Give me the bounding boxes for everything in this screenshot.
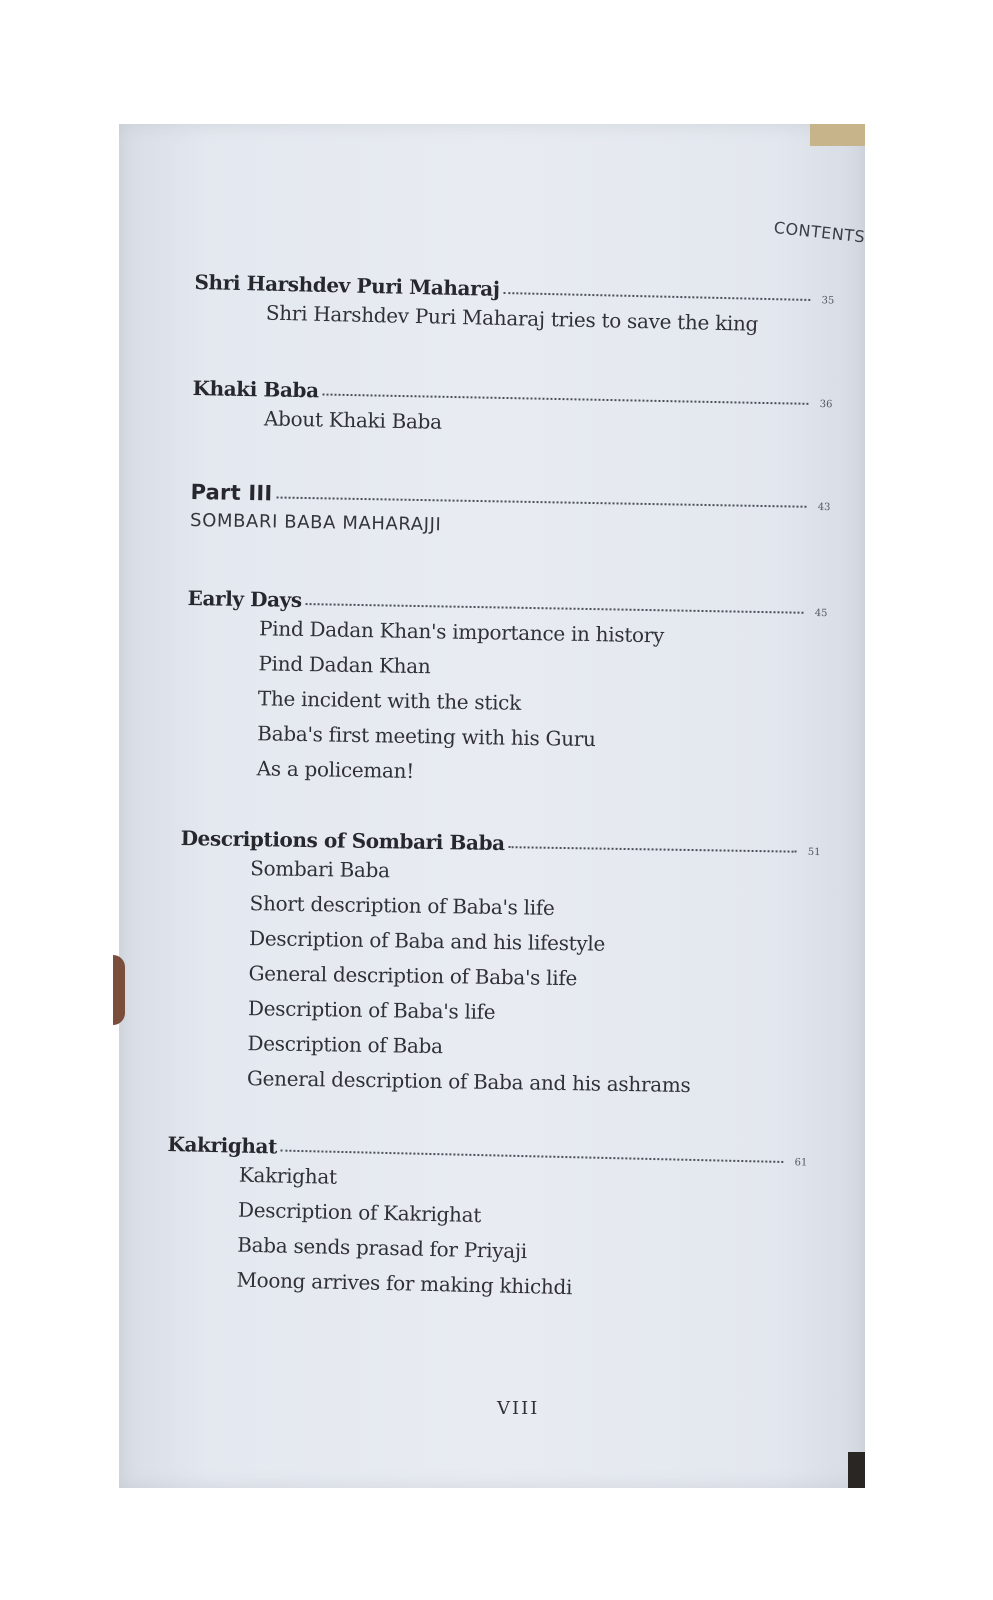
entry-title: Shri Harshdev Puri Maharaj <box>194 269 500 301</box>
page-number: 45 <box>814 607 828 620</box>
subentry: Pind Dadan Khan's importance in history <box>258 616 665 648</box>
subentry: Description of Baba <box>247 1031 443 1059</box>
subentry: As a policeman! <box>256 756 415 783</box>
toc-entry <box>184 578 828 796</box>
page-number: 36 <box>819 399 833 411</box>
page-folio: VIII <box>497 1398 540 1419</box>
subentry: Baba sends prasad for Priyaji <box>237 1232 528 1264</box>
dot-leader <box>509 846 797 853</box>
toc-entry <box>190 472 831 542</box>
subentry: The incident with the stick <box>257 686 522 715</box>
subentry: Shri Harshdev Puri Maharaj tries to save the king <box>265 300 759 336</box>
page-number: 43 <box>817 501 831 514</box>
subentry: Baba's first meeting with his Guru <box>257 721 596 752</box>
dot-leader <box>306 603 804 614</box>
running-head: CONTENTS <box>773 218 867 247</box>
entry-title: Kakrighat <box>167 1131 278 1159</box>
subentry: Description of Kakrighat <box>237 1197 482 1228</box>
entry-title: Part III <box>190 479 273 506</box>
subentry: Kakrighat <box>238 1162 338 1189</box>
subentry: Sombari Baba <box>250 856 390 883</box>
book-cover-edge <box>848 1452 865 1488</box>
page-number: 61 <box>794 1157 808 1169</box>
subentry: Description of Baba's life <box>247 996 496 1024</box>
subentry: Pind Dadan Khan <box>258 651 431 679</box>
dot-leader <box>504 292 811 301</box>
subentry: Moong arrives for making khichdi <box>236 1267 573 1300</box>
subentry: Short description of Baba's life <box>249 891 555 920</box>
subentry: General description of Baba's life <box>248 961 578 991</box>
subentry: General description of Baba and his ashrams <box>246 1066 691 1098</box>
part-subtitle: SOMBARI BABA MAHARAJJI <box>189 509 442 536</box>
entry-title: Khaki Baba <box>192 375 319 403</box>
page-edge <box>810 124 865 146</box>
entry-title: Early Days <box>187 585 302 612</box>
dot-leader <box>323 393 809 404</box>
subentry: Description of Baba and his lifestyle <box>248 926 606 956</box>
thumb <box>113 955 125 1025</box>
toc-entry <box>164 1124 808 1310</box>
entry-title: Descriptions of Sombari Baba <box>180 825 505 856</box>
toc-entry <box>192 368 833 447</box>
toc-entry <box>177 818 821 1105</box>
page-number: 51 <box>807 846 821 859</box>
page-number: 35 <box>821 295 835 307</box>
subentry: About Khaki Baba <box>263 406 442 434</box>
dot-leader <box>276 496 806 507</box>
